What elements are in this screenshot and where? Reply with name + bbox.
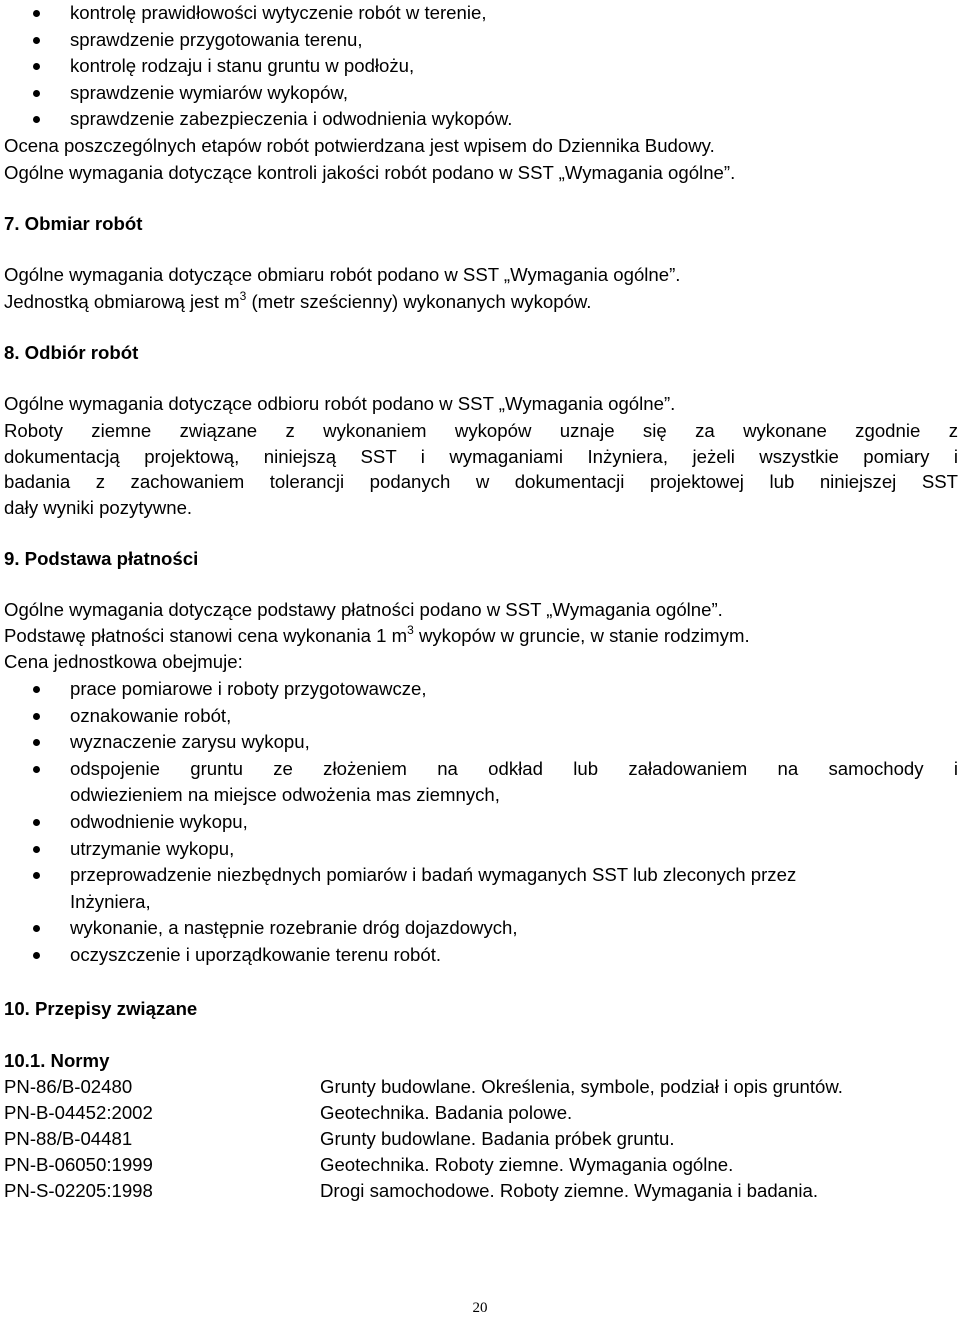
list-item-continuation: Inżyniera, (70, 890, 151, 912)
list-item: utrzymanie wykopu, (4, 836, 958, 863)
section-10-1-heading: 10.1. Normy (4, 1050, 110, 1071)
list-item: oznakowanie robót, (4, 703, 958, 730)
norm-code: PN-86/B-02480 (4, 1076, 133, 1097)
price-bullet-list (4, 676, 958, 969)
norm-title: Grunty budowlane. Badania próbek gruntu. (320, 1127, 675, 1149)
bullet-icon (33, 952, 40, 959)
bullet-icon (33, 713, 40, 720)
list-item: sprawdzenie zabezpieczenia i odwodnienia wykopów. (4, 106, 958, 133)
bullet-icon (33, 686, 40, 693)
s9-line: Cena jednostkowa obejmuje: (4, 651, 243, 672)
bullet-icon (33, 739, 40, 746)
list-item: kontrolę rodzaju i stanu gruntu w podłożu, (4, 53, 958, 80)
list-item: odwodnienie wykopu, (4, 809, 958, 836)
s8-line: Ogólne wymagania dotyczące odbioru robót podano w SST „Wymagania ogólne”. (4, 393, 676, 414)
section-10-heading: 10. Przepisy związane (4, 998, 198, 1019)
bullet-icon (33, 10, 40, 17)
s8-para-line: dokumentacją projektową, niniejszą SST i wymaganiami Inżyniera, jeżeli wszystkie pomiary i (4, 446, 958, 467)
norm-row (4, 1178, 958, 1204)
norm-code: PN-88/B-04481 (4, 1127, 133, 1149)
norm-row (4, 1152, 958, 1178)
s7-line: Ogólne wymagania dotyczące obmiaru robót podano w SST „Wymagania ogólne”. (4, 264, 681, 285)
bullet-icon (33, 37, 40, 44)
s8-para-line: dały wyniki pozytywne. (4, 497, 193, 518)
intro-line: Ogólne wymagania dotyczące kontroli jakości robót podano w SST „Wymagania ogólne”. (4, 162, 736, 183)
control-bullet-list (4, 0, 958, 133)
norms-table (4, 1074, 958, 1203)
bullet-icon (33, 63, 40, 70)
list-item-continuation: odwiezieniem na miejsce odwożenia mas ziemnych, (70, 784, 500, 806)
list-item: sprawdzenie przygotowania terenu, (4, 27, 958, 54)
bullet-icon (33, 90, 40, 97)
intro-line: Ocena poszczególnych etapów robót potwierdzana jest wpisem do Dziennika Budowy. (4, 135, 715, 156)
bullet-icon (33, 846, 40, 853)
s8-para-line: Roboty ziemne związane z wykonaniem wykopów uznaje się za wykonane zgodnie z (4, 420, 958, 441)
list-item: przeprowadzenie niezbędnych pomiarów i badań wymaganych SST lub zleconych przez (4, 862, 958, 889)
norm-title: Geotechnika. Badania polowe. (320, 1101, 573, 1123)
section-7-heading: 7. Obmiar robót (4, 213, 143, 234)
s8-para-line: badania z zachowaniem tolerancji podanych w dokumentacji projektowej lub niniejszej SST (4, 471, 958, 492)
norm-code: PN-B-04452:2002 (4, 1101, 153, 1123)
section-8-heading: 8. Odbiór robót (4, 342, 139, 363)
bullet-icon (33, 872, 40, 879)
s9-price-line: Podstawę płatności stanowi cena wykonania 1 $m^3$ wykopów w gruncie, w stanie rodzimym. (4, 622, 750, 646)
norm-title: Geotechnika. Roboty ziemne. Wymagania ogólne. (320, 1153, 734, 1175)
list-item: odspojenie gruntu ze złożeniem na odkład lub załadowaniem na samochody i (4, 756, 958, 783)
bullet-icon (33, 116, 40, 123)
bullet-icon (33, 819, 40, 826)
norm-row (4, 1100, 958, 1126)
norm-row (4, 1074, 958, 1100)
section-9-heading: 9. Podstawa płatności (4, 548, 199, 569)
s9-line: Ogólne wymagania dotyczące podstawy płatności podano w SST „Wymagania ogólne”. (4, 599, 723, 620)
list-item: kontrolę prawidłowości wytyczenie robót w terenie, (4, 0, 958, 27)
norm-code: PN-S-02205:1998 (4, 1179, 153, 1201)
norm-code: PN-B-06050:1999 (4, 1153, 153, 1175)
norm-row (4, 1126, 958, 1152)
list-item: prace pomiarowe i roboty przygotowawcze, (4, 676, 958, 703)
list-item: wyznaczenie zarysu wykopu, (4, 729, 958, 756)
norm-title: Grunty budowlane. Określenia, symbole, podział i opis gruntów. (320, 1076, 843, 1097)
bullet-icon (33, 766, 40, 773)
list-item: sprawdzenie wymiarów wykopów, (4, 80, 958, 107)
s7-unit-line: Jednostką obmiarową jest $m^3$ (metr sześcienny) wykonanych wykopów. (4, 288, 592, 312)
bullet-icon (33, 925, 40, 932)
list-item: wykonanie, a następnie rozebranie dróg dojazdowych, (4, 915, 958, 942)
norm-title: Drogi samochodowe. Roboty ziemne. Wymagania i badania. (320, 1179, 818, 1201)
page-number: 20 (472, 1300, 488, 1316)
list-item: oczyszczenie i uporządkowanie terenu robót. (4, 942, 958, 969)
